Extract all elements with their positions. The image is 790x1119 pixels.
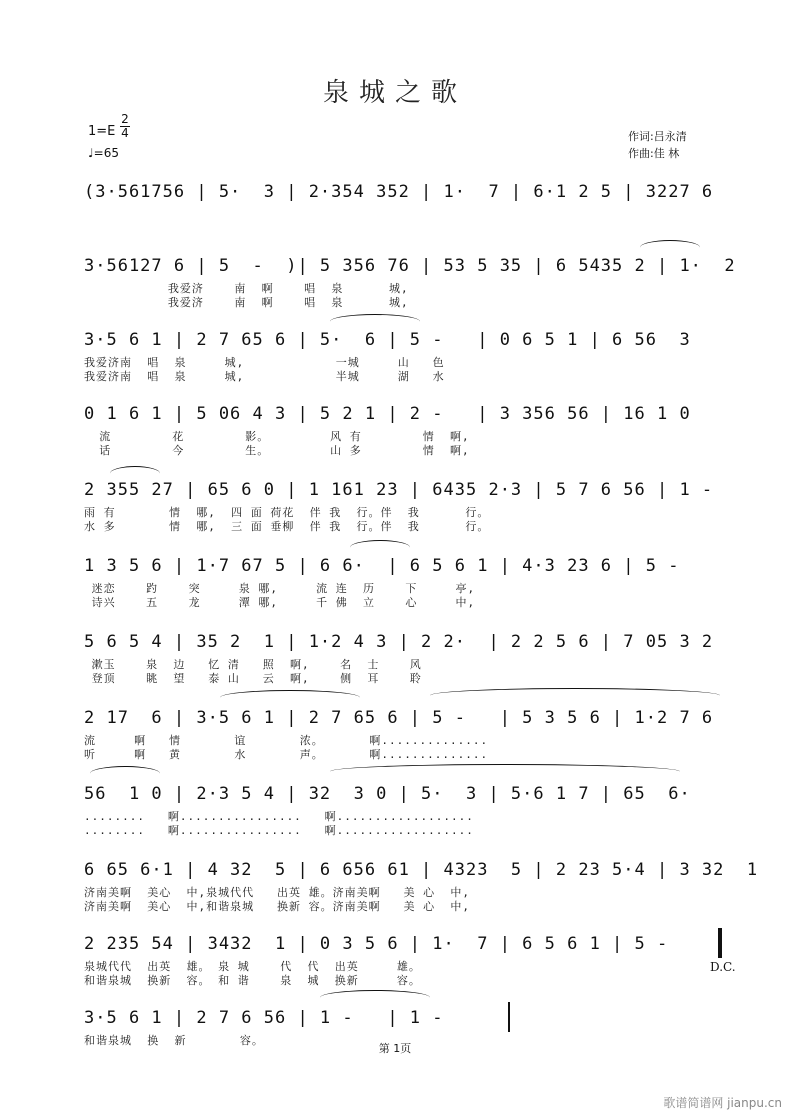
lyrics-verse-1: 雨 有 情 哪, 四 面 荷花 伴 我 行。伴 我 行。 [84, 506, 490, 519]
lyrics-verse-1: 流 啊 情 谊 浓。 啊.............. [84, 734, 489, 747]
lyrics-verse-2: 登顶 眺 望 泰 山 云 啊, 侧 耳 聆 [84, 672, 422, 685]
key-signature: 1=E [88, 124, 116, 139]
slur [330, 764, 680, 779]
time-signature [120, 113, 130, 140]
composer-credit: 作曲:佳 林 [628, 147, 680, 160]
lyrics-verse-2: 话 今 生。 山 多 情 啊, [84, 444, 470, 457]
slur [320, 990, 430, 1005]
lyrics-verse-2: 听 啊 黄 水 声。 啊.............. [84, 748, 489, 761]
slur [110, 466, 160, 481]
lyrics-verse-2: ........ 啊................ 啊.................. [84, 824, 474, 837]
lyrics-verse-2: 我爱济南 唱 泉 城, 半城 湖 水 [84, 370, 445, 383]
notation-line: 2 17 6 | 3·5 6 1 | 2 7 65 6 | 5 - | 5 3 5 6 | 1·2 7 6 [84, 708, 714, 728]
slur [220, 690, 360, 705]
lyrics-verse-2: 水 多 情 哪, 三 面 垂柳 伴 我 行。伴 我 行。 [84, 520, 490, 533]
notation-line: 5 6 5 4 | 35 2 1 | 1·2 4 3 | 2 2· | 2 2 5 6 | 7 05 3 2 [84, 632, 714, 652]
notation-line: (3·561756 | 5· 3 | 2·354 352 | 1· 7 | 6·1 2 5 | 3227 6 [84, 182, 714, 202]
lyrics-verse-1: 流 花 影。 风 有 情 啊, [84, 430, 470, 443]
da-capo-marking: D.C. [710, 960, 736, 974]
slur [350, 540, 410, 555]
notation-line: 3·5 6 1 | 2 7 6 56 | 1 - | 1 - [84, 1008, 444, 1028]
slur [430, 688, 720, 703]
lyrics-verse-1: 漱玉 泉 边 忆 清 照 啊, 名 士 风 [84, 658, 422, 671]
notation-line: 2 355 27 | 65 6 0 | 1 161 23 | 6435 2·3 | 5 7 6 56 | 1 - [84, 480, 714, 500]
lyrics-verse-2: 我爱济 南 啊 唱 泉 城, [84, 296, 409, 309]
page-number: 第 1页 [378, 1042, 412, 1055]
slur [330, 314, 420, 329]
lyrics-verse-1: 我爱济南 唱 泉 城, 一城 山 色 [84, 356, 445, 369]
lyrics-verse-1: ........ 啊................ 啊.................. [84, 810, 474, 823]
site-watermark: 歌谱简谱网 jianpu.cn [663, 1096, 782, 1110]
notation-line: 1 3 5 6 | 1·7 67 5 | 6 6· | 6 5 6 1 | 4·3 23 6 | 5 - [84, 556, 680, 576]
notation-line: 6 65 6·1 | 4 32 5 | 6 656 61 | 4323 5 | 2 23 5·4 | 3 32 1 [84, 860, 759, 880]
song-title: 泉城之歌 [322, 78, 467, 108]
lyrics-verse-2: 诗兴 五 龙 潭 哪, 千 佛 立 心 中, [84, 596, 476, 609]
lyrics-verse-1: 我爱济 南 啊 唱 泉 城, [84, 282, 409, 295]
credits [628, 128, 687, 162]
lyrics-verse-1: 和谐泉城 换 新 容。 [84, 1034, 264, 1047]
time-signature-top: 2 [121, 112, 129, 126]
lyrics-verse-2: 和谐泉城 换新 容。 和 谐 泉 城 换新 容。 [84, 974, 421, 987]
lyricist-credit: 作词:吕永清 [628, 130, 687, 143]
notation-line: 56 1 0 | 2·3 5 4 | 32 3 0 | 5· 3 | 5·6 1 7 | 65 6· [84, 784, 691, 804]
lyrics-verse-2: 济南美啊 美心 中,和谐泉城 换新 容。济南美啊 美 心 中, [84, 900, 470, 913]
tempo-marking: ♩=65 [88, 146, 119, 160]
slur [640, 240, 700, 255]
notation-line: 3·5 6 1 | 2 7 65 6 | 5· 6 | 5 - | 0 6 5 1 | 6 56 3 [84, 330, 691, 350]
lyrics-verse-1: 泉城代代 出英 雄。 泉 城 代 代 出英 雄。 [84, 960, 421, 973]
lyrics-verse-1: 迷恋 趵 突 泉 哪, 流 连 历 下 亭, [84, 582, 476, 595]
final-barline [508, 1002, 510, 1032]
repeat-end-barline [718, 928, 722, 958]
notation-line: 2 235 54 | 3432 1 | 0 3 5 6 | 1· 7 | 6 5 6 1 | 5 - [84, 934, 669, 954]
lyrics-verse-1: 济南美啊 美心 中,泉城代代 出英 雄。济南美啊 美 心 中, [84, 886, 470, 899]
slur [90, 766, 160, 781]
notation-line: 3·56127 6 | 5 - )| 5 356 76 | 53 5 35 | 6 5435 2 | 1· 2 [84, 256, 736, 276]
time-signature-bottom: 4 [121, 126, 129, 140]
notation-line: 0 1 6 1 | 5 06 4 3 | 5 2 1 | 2 - | 3 356 56 | 16 1 0 [84, 404, 691, 424]
